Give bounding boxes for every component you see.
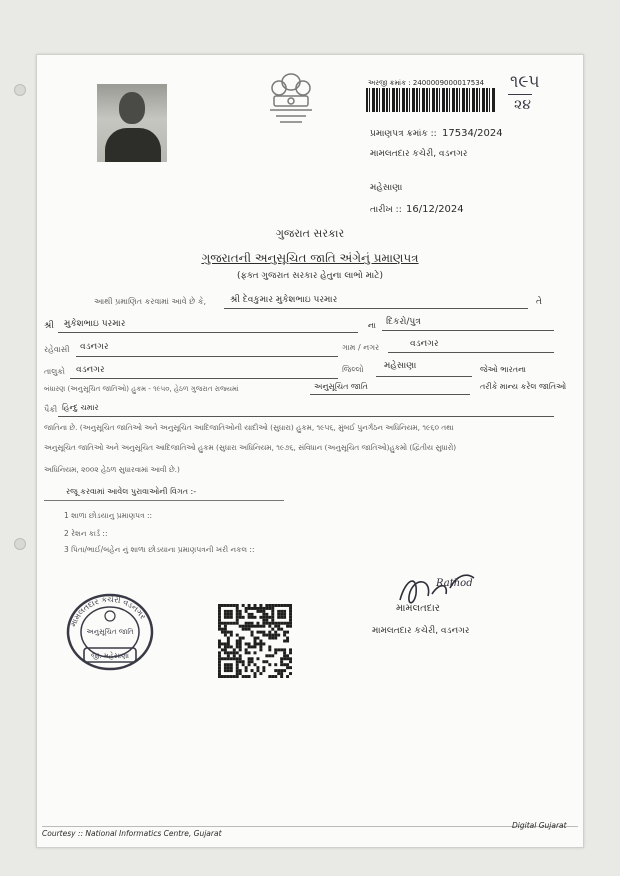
paragraph-line: અધિનિયમ, ૨૦૦૨ હેઠળ સુધારવામાં આવી છે.) [44, 465, 180, 474]
issue-date: 16/12/2024 [406, 204, 464, 215]
district-label: જિલ્લો [342, 365, 364, 374]
relation-prefix: ના [368, 321, 376, 330]
qr-code [218, 604, 292, 678]
documents-heading: રજૂ કરવામાં આવેલ પુરાવાઓની વિગત :- [66, 487, 197, 496]
line1-suffix: તે [536, 297, 542, 307]
national-emblem-icon [262, 68, 320, 132]
relation: દિકરો/પુત્ર [386, 317, 421, 327]
district: મહેસાણા [384, 361, 417, 371]
resident: વડનગર [80, 342, 109, 352]
applicant-photo [97, 84, 167, 162]
svg-text:Rathod: Rathod [436, 578, 473, 589]
resident-label: રહેવાસી [44, 345, 70, 354]
issuing-office: મામલતદાર કચેરી, વડનગર [370, 149, 468, 159]
paragraph-line: અનુસૂચિત જાતિઓ અને અનુસૂચિત આદિજાતિઓ હુકમ (સુધારા અધિનિયમ, ૧૯૭૬, સંવિધાન (અનુસૂચિત જાતિઓ)હુકમો (દ્વિતીય સુધારો) [44, 443, 457, 452]
date-label: તારીખ :: [370, 205, 402, 215]
father-prefix: શ્રી [44, 321, 54, 331]
paragraph-line: જાતિના છે. (અનુસૂચિત જાતિઓ અને અનુસૂચિત આદિજાતિઓની યાદીઓ (સુધારા) હુકમ, ૧૯૫૬, મુંબઈ પુનર્ગઠન અધિનિયમ, ૧૯૬૦ તથા [44, 423, 454, 432]
order-text: બંધારણ (અનુસૂચિત જાતિઓ) હુકમ - ૧૯૫૦, હેઠળ ગુજરાત રાજ્યમાં [44, 385, 239, 393]
taluka-label: તાલુકો [44, 367, 65, 376]
officer-office: મામલતદાર કચેરી, વડનગર [372, 626, 470, 636]
caste-label: પૈકી [44, 405, 58, 414]
svg-text:અનુસૂચિત જાતિ: અનુસૂચિત જાતિ [86, 628, 134, 636]
barcode [366, 88, 496, 112]
caste: હિન્દુ ચમાર [62, 403, 99, 412]
father-name: મુકેશભાઇ પરમાર [64, 319, 126, 329]
certificate-subtitle: (ફક્ત ગુજરાત સરકાર હેતુના લાભો માટે) [237, 271, 383, 281]
svg-text:જી. મહેસાણા: જી. મહેસાણા [91, 652, 129, 660]
footer-brand: Digital Gujarat [512, 821, 567, 830]
village: વડનગર [410, 339, 439, 349]
punch-hole [14, 84, 26, 96]
footer-courtesy: Courtesy :: National Informatics Centre, Gujarat [42, 829, 222, 838]
village-label: ગામ / નગર [342, 343, 380, 352]
recognized-text: તરીકે માન્ય કરેલ જાતિઓ [480, 382, 567, 391]
certificate-number-label: પ્રમાણપત્ર ક્રમાંક :: [370, 129, 437, 139]
handwritten-serial: ૧૯૫ [510, 72, 540, 92]
document-item: 1 શાળા છોડયાનુ પ્રમાણપત્ર :: [64, 511, 153, 520]
certificate-number: 17534/2024 [442, 128, 503, 139]
government-title: ગુજરાત સરકાર [275, 227, 345, 240]
applicant-name: શ્રી દેવકુમાર મુકેશભાઇ પરમાર [230, 295, 338, 305]
handwritten-subnumber: ૨૪ [514, 97, 531, 113]
svg-text:મામલતદાર કચેરી વડનગર: મામલતદાર કચેરી વડનગર [68, 594, 148, 628]
issuing-district: મહેસાણા [370, 183, 403, 193]
application-number: અરજી ક્રમાંક : 2400009000017534 [368, 79, 485, 87]
office-seal-stamp [64, 592, 156, 674]
certificate-title: ગુજરાતની અનુસૂચિત જાતિ અંગેનું પ્રમાણપત્ર [201, 251, 419, 265]
taluka: વડનગર [76, 365, 105, 375]
officer-designation: મામલતદાર [396, 603, 440, 614]
punch-hole [14, 538, 26, 550]
state-text: જેઓ ભારતના [480, 365, 527, 374]
category: અનુસૂચિત જાતિ [314, 382, 368, 391]
certify-text: આથી પ્રમાણિત કરવામાં આવે છે કે, [94, 297, 207, 306]
document-item: 3 પિતા/ભાઈ/બહેન નું શાળા છોડયાના પ્રમાણપત્રની ખરી નકલ :: [64, 545, 255, 554]
document-item: 2 રેશન કાર્ડ :: [64, 529, 108, 538]
